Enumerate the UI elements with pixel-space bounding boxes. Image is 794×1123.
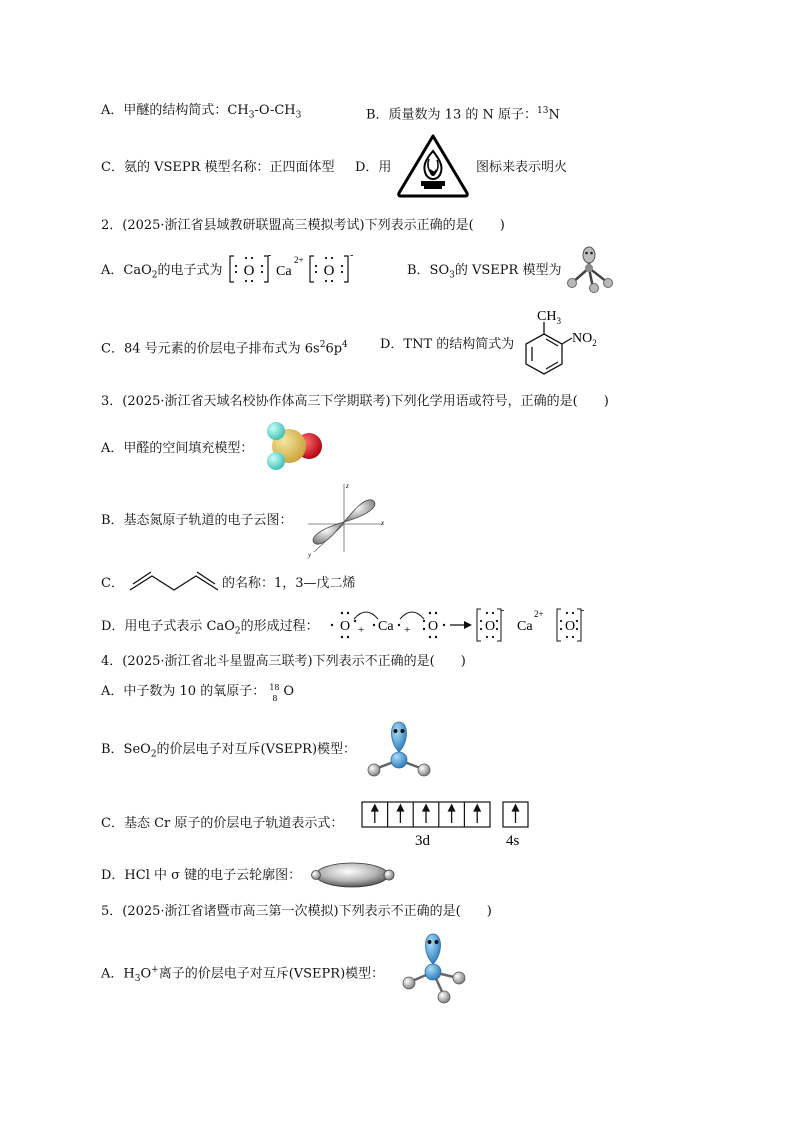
q1-option-a: A．甲醚的结构简式：$CH_3-O-CH_3$ xyxy=(101,103,302,121)
q4-option-b: B．SeO$_2$的价层电子对互斥(VSEPR)模型： xyxy=(101,742,357,760)
cr-orbital-diagram xyxy=(360,800,532,852)
q4-option-d: D．HCl 中 σ 键的电子云轮廓图： xyxy=(101,868,302,883)
axis-label-x: x xyxy=(381,519,385,527)
process-ca: Ca xyxy=(378,619,394,634)
formula-ca: Ca xyxy=(276,264,292,279)
q3-option-b: B．基态氮原子轨道的电子云图： xyxy=(101,513,293,528)
charge-2plus: 2+ xyxy=(534,609,544,619)
process-o-right: O xyxy=(428,619,439,634)
label-4s: 4s xyxy=(506,833,520,849)
q3-option-d: D．用电子式表示 CaO$_2$的形成过程： xyxy=(101,619,319,637)
hcl-sigma-bond-electron-cloud xyxy=(309,860,397,890)
q1-option-d-prefix: D．用 xyxy=(355,160,392,175)
q3-option-c-suffix: 的名称：1，3—戊二烯 xyxy=(222,576,356,591)
q1-option-c: C．氨的 VSEPR 模型名称：正四面体型 xyxy=(101,160,335,175)
formula-o-right: O xyxy=(323,263,335,279)
cao2-electron-formula xyxy=(228,252,358,286)
q4-option-a: A．中子数为 10 的氧原子： 18 8 O xyxy=(101,684,294,700)
q2-stem: 2．(2025·浙江省县域教研联盟高三模拟考试)下列表示正确的是( ) xyxy=(101,218,505,233)
charge-minus-1: - xyxy=(501,605,505,616)
q3-option-a: A．甲醛的空间填充模型： xyxy=(101,441,254,456)
formula-o-left: O xyxy=(243,263,255,279)
plus-sign-1: + xyxy=(358,624,365,636)
q2-option-d: D．TNT 的结构简式为 xyxy=(380,337,515,352)
product-o-left: O xyxy=(485,619,496,634)
q2-option-a: A．CaO$_2$的电子式为 xyxy=(101,263,223,281)
plus-sign-2: + xyxy=(404,624,411,636)
pentadiene-skeletal-structure xyxy=(126,570,222,594)
q1-option-b: B．质量数为 13 的 N 原子：$^{13}$N xyxy=(366,106,560,123)
tnt-no2-label: $NO_2$ xyxy=(572,331,597,348)
q2-option-b: B．$SO_3$的 VSEPR 模型为 xyxy=(407,263,562,281)
axis-label-z: z xyxy=(346,482,349,490)
p-orbital-electron-cloud-diagram xyxy=(302,480,388,560)
so3-vsepr-model-icon xyxy=(563,246,615,292)
orbital-up-arrows xyxy=(372,805,519,823)
h3o-vsepr-model-icon xyxy=(398,930,470,1004)
isotope-mass-number: 18 xyxy=(269,683,280,692)
process-o-left: O xyxy=(340,619,351,634)
open-flame-hazard-icon xyxy=(396,133,470,199)
charge-minus-left: - xyxy=(268,250,272,261)
charge-minus-right: - xyxy=(350,250,354,261)
q5-option-a: A．$H_3O^+$离子的价层电子对互斥(VSEPR)模型： xyxy=(101,965,385,984)
label-3d: 3d xyxy=(415,833,430,849)
product-ca: Ca xyxy=(517,619,533,634)
q4-option-c: C．基态 Cr 原子的价层电子轨道表示式： xyxy=(101,816,344,831)
q4-stem: 4．(2025·浙江省北斗星盟高三联考)下列表示不正确的是( ) xyxy=(101,654,466,669)
seo2-vsepr-model-icon xyxy=(363,718,435,780)
charge-2plus: 2+ xyxy=(294,255,304,265)
axis-label-y: y xyxy=(308,551,312,559)
q5-stem: 5．(2025·浙江省诸暨市高三第一次模拟)下列表示不正确的是( ) xyxy=(101,904,492,919)
q1-option-d-suffix: 图标来表示明火 xyxy=(476,160,568,175)
formaldehyde-space-filling-model xyxy=(263,418,325,474)
tnt-structure-diagram xyxy=(518,306,610,382)
product-o-right: O xyxy=(565,619,576,634)
q3-option-c-prefix: C． xyxy=(101,576,124,591)
q3-stem: 3．(2025·浙江省天域名校协作体高三下学期联考)下列化学用语或符号，正确的是( ) xyxy=(101,394,609,409)
cao2-formation-process-diagram xyxy=(328,603,590,643)
tnt-ch3-label: $CH_3$ xyxy=(537,309,561,326)
isotope-atomic-number: 8 xyxy=(272,694,278,703)
q2-option-c: C．84 号元素的价层电子排布式为 $6s^26p^4$ xyxy=(101,340,348,357)
charge-minus-2: - xyxy=(581,605,585,616)
